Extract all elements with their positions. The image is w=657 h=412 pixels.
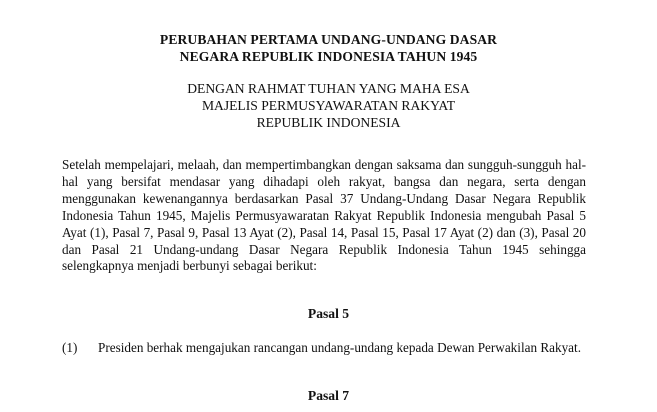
preamble-line-2: MAJELIS PERMUSYAWARATAN RAKYAT [201, 98, 456, 113]
preamble-line-1: DENGAN RAHMAT TUHAN YANG MAHA ESA [187, 81, 470, 96]
document-title [0, 31, 657, 65]
pasal-5-heading: Pasal 5 [307, 306, 350, 321]
intro-paragraph: Setelah mempelajari, melaah, dan mempertimbangkan dengan saksama dan sungguh-sungguh hal-hal yang bersifat mendasar yang dihadapi oleh rakyat, bangsa dan negara, serta dengan menggunakan kewenangannya berdasarkan Pasal 37 Undang-Undang Dasar Negara Republik Indonesia Tahun 1945, Majelis Permusyawaratan Rakyat Republik Indonesia mengubah Pasal 5 Ayat (1), Pasal 7, Pasal 9, Pasal 13 Ayat (2), Pasal 14, Pasal 15, Pasal 17 Ayat (2) dan (3), Pasal 20 dan Pasal 21 Undang-undang Dasar Negara Republik Indonesia Tahun 1945 sehingga selengkapnya menjadi berbunyi sebagai berikut: [62, 157, 586, 274]
title-line-1: PERUBAHAN PERTAMA UNDANG-UNDANG DASAR [159, 32, 498, 47]
preamble-line-3: REPUBLIK INDONESIA [256, 115, 401, 130]
ayat-number: (1) [62, 340, 78, 355]
ayat-text: Presiden berhak mengajukan rancangan undang-undang kepada Dewan Perwakilan Rakyat. [98, 340, 581, 355]
pasal-7-heading: Pasal 7 [307, 388, 350, 403]
preamble [0, 80, 657, 131]
title-line-2: NEGARA REPUBLIK INDONESIA TAHUN 1945 [179, 49, 478, 64]
